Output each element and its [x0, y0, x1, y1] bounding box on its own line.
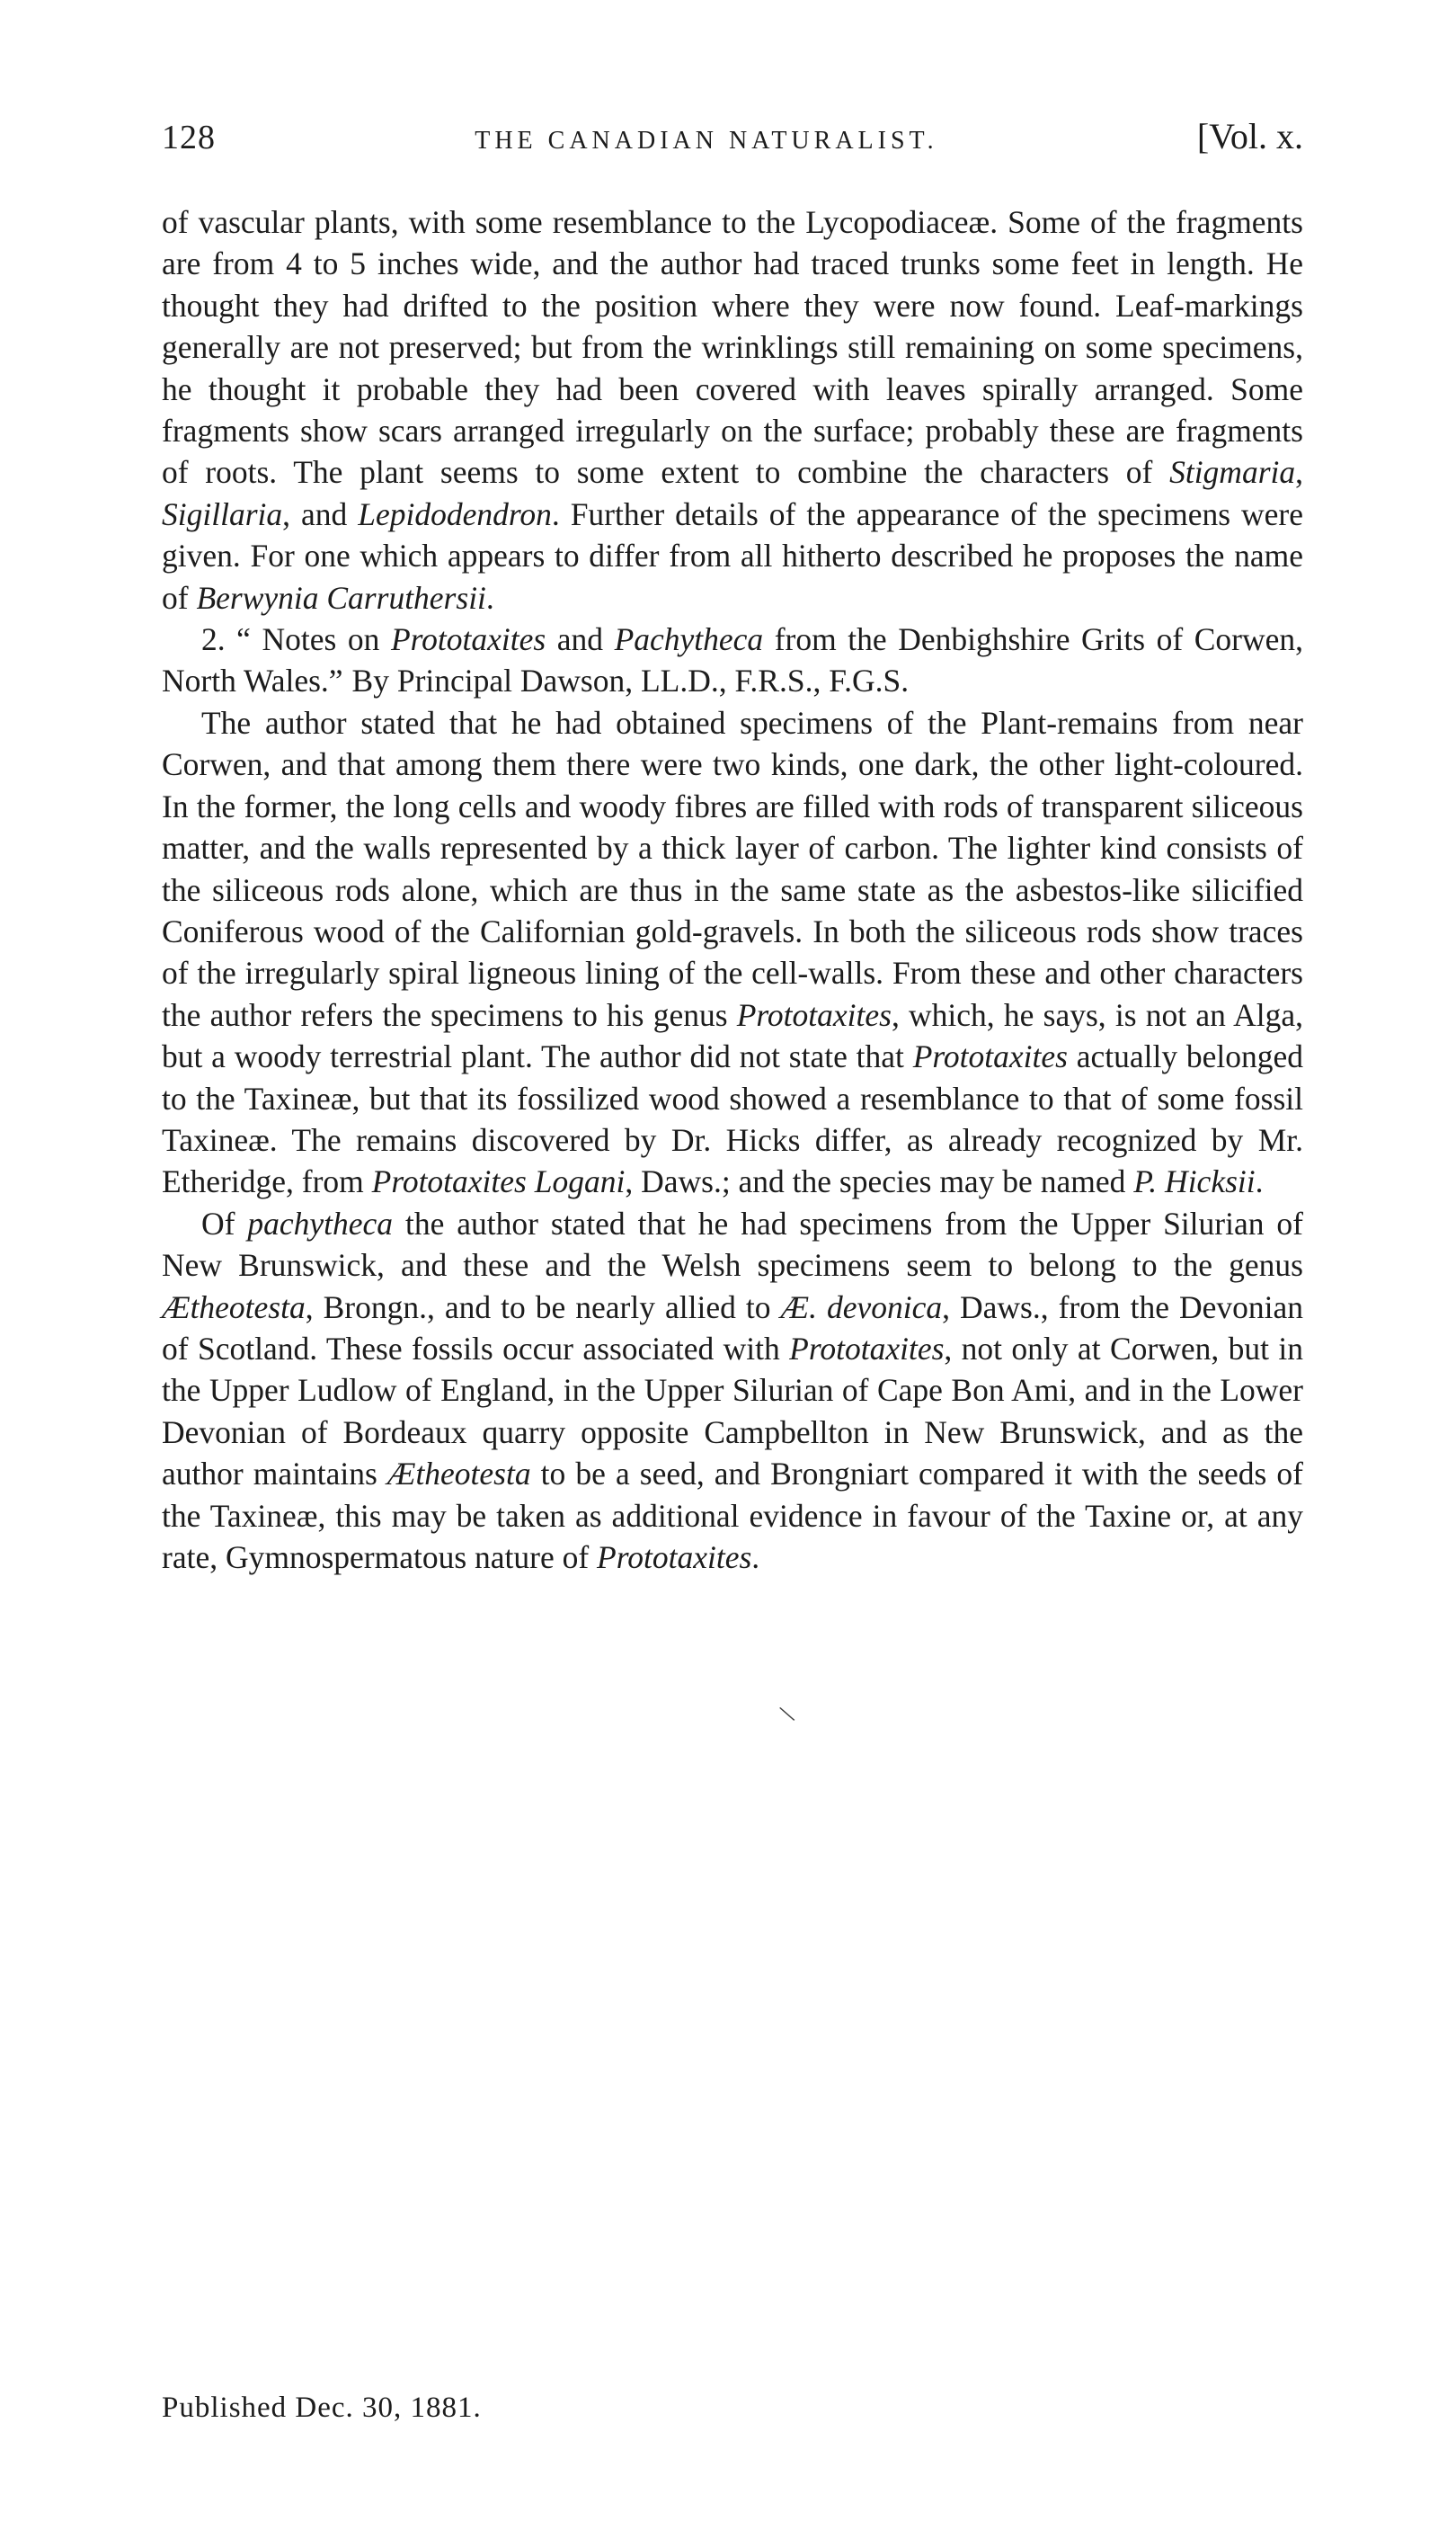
page-content	[162, 115, 1303, 1578]
volume-label: [Vol. x.	[1196, 116, 1303, 156]
paragraph-pachytheca: Of pachytheca the author stated that he had specimens from the Upper Silurian of New Brunswick, and these and the Welsh specimens seem to belong to the genus Ætheotesta, Brongn., and to be nearly allied to Æ. devonica, Daws., from the Devonian of Scotland. These fossils occur associated with Prototaxites, not only at Corwen, but in the Upper Ludlow of England, in the Upper Silurian of Cape Bon Ami, and in the Lower Devonian of Bordeaux quarry opposite Campbellton in New Brunswick, and as the author maintains Ætheotesta to be a seed, and Brongniart compared it with the seeds of the Taxineæ, this may be taken as additional evidence in favour of the Taxine or, at any rate, Gymnospermatous nature of Prototaxites.	[162, 1205, 1303, 1575]
taxon-name: P. Hicksii	[1133, 1163, 1256, 1200]
taxon-name: Prototaxites	[390, 621, 546, 658]
taxon-name: Berwynia Carruthersii	[196, 579, 486, 616]
taxon-name: Sigillaria	[162, 495, 283, 532]
taxon-name: Prototaxites	[597, 1539, 752, 1575]
taxon-name: Prototaxites	[736, 996, 892, 1033]
article-body	[162, 201, 1303, 1578]
taxon-name: Lepidodendron	[358, 495, 552, 532]
journal-title: THE CANADIAN NATURALIST.	[475, 127, 938, 155]
taxon-name: Prototaxites	[912, 1038, 1068, 1075]
author-byline: By Principal Dawson, LL.D., F.R.S., F.G.S.	[351, 663, 910, 699]
taxon-name: Ætheotesta	[386, 1456, 531, 1492]
taxon-name: Stigmaria	[1169, 454, 1296, 491]
taxon-name: Ætheotesta	[162, 1288, 306, 1325]
publication-date: Published Dec. 30, 1881.	[162, 2392, 482, 2424]
running-header	[162, 115, 1303, 169]
paragraph-prototaxites: The author stated that he had obtained specimens of the Plant-remains from near Corwen, and that among them there were two kinds, one dark, the other light-coloured. In the former, the long cells and woody fibres are filled with rods of transparent siliceous matter, and the walls represented by a thick layer of carbon. The lighter kind consists of the siliceous rods alone, which are thus in the same state as the asbestos-like silicified Coniferous wood of the Californian gold-gravels. In both the siliceous rods show traces of the irregularly spiral ligneous lining of the cell-walls. From these and other characters the author refers the specimens to his genus Prototaxites, which, he says, is not an Alga, but a woody terrestrial plant. The author did not state that Prototaxites actually belonged to the Taxineæ, but that its fossilized wood showed a resemblance to that of some fossil Taxineæ. The remains discovered by Dr. Hicks differ, as already recognized by Mr. Etheridge, from Prototaxites Logani, Daws.; and the species may be named P. Hicksii.	[162, 704, 1303, 1200]
stray-print-mark: \	[777, 1699, 798, 1729]
page-number: 128	[162, 119, 216, 156]
paragraph-lycopod-description: of vascular plants, with some resemblance to the Lycopodiaceæ. Some of the fragments are from 4 to 5 inches wide, and the author had traced trunks some feet in length. He thought they had drifted to the position where they were now found. Leaf-markings generally are not preserved; but from the wrinklings still remaining on some specimens, he thought it probable they had been covered with leaves spirally arranged. Some fragments show scars arranged irregularly on the surface; probably these are fragments of roots. The plant seems to some extent to combine the characters of Stigmaria, Sigillaria, and Lepidodendron. Further details of the appearance of the specimens were given. For one which appears to differ from all hitherto described he proposes the name of Berwynia Carruthersii.	[162, 204, 1303, 616]
paper-title-entry: 2. “ Notes on Prototaxites and Pachytheca from the Denbighshire Grits of Corwen, North Wales.” By Principal Dawson, LL.D., F.R.S., F.G.S.	[162, 621, 1303, 699]
taxon-name: Æ. devonica	[780, 1288, 943, 1325]
taxon-name: Prototaxites	[789, 1330, 945, 1367]
taxon-name: Prototaxites Logani	[371, 1163, 626, 1200]
taxon-name: pachytheca	[247, 1205, 394, 1242]
taxon-name: Pachytheca	[614, 621, 764, 658]
